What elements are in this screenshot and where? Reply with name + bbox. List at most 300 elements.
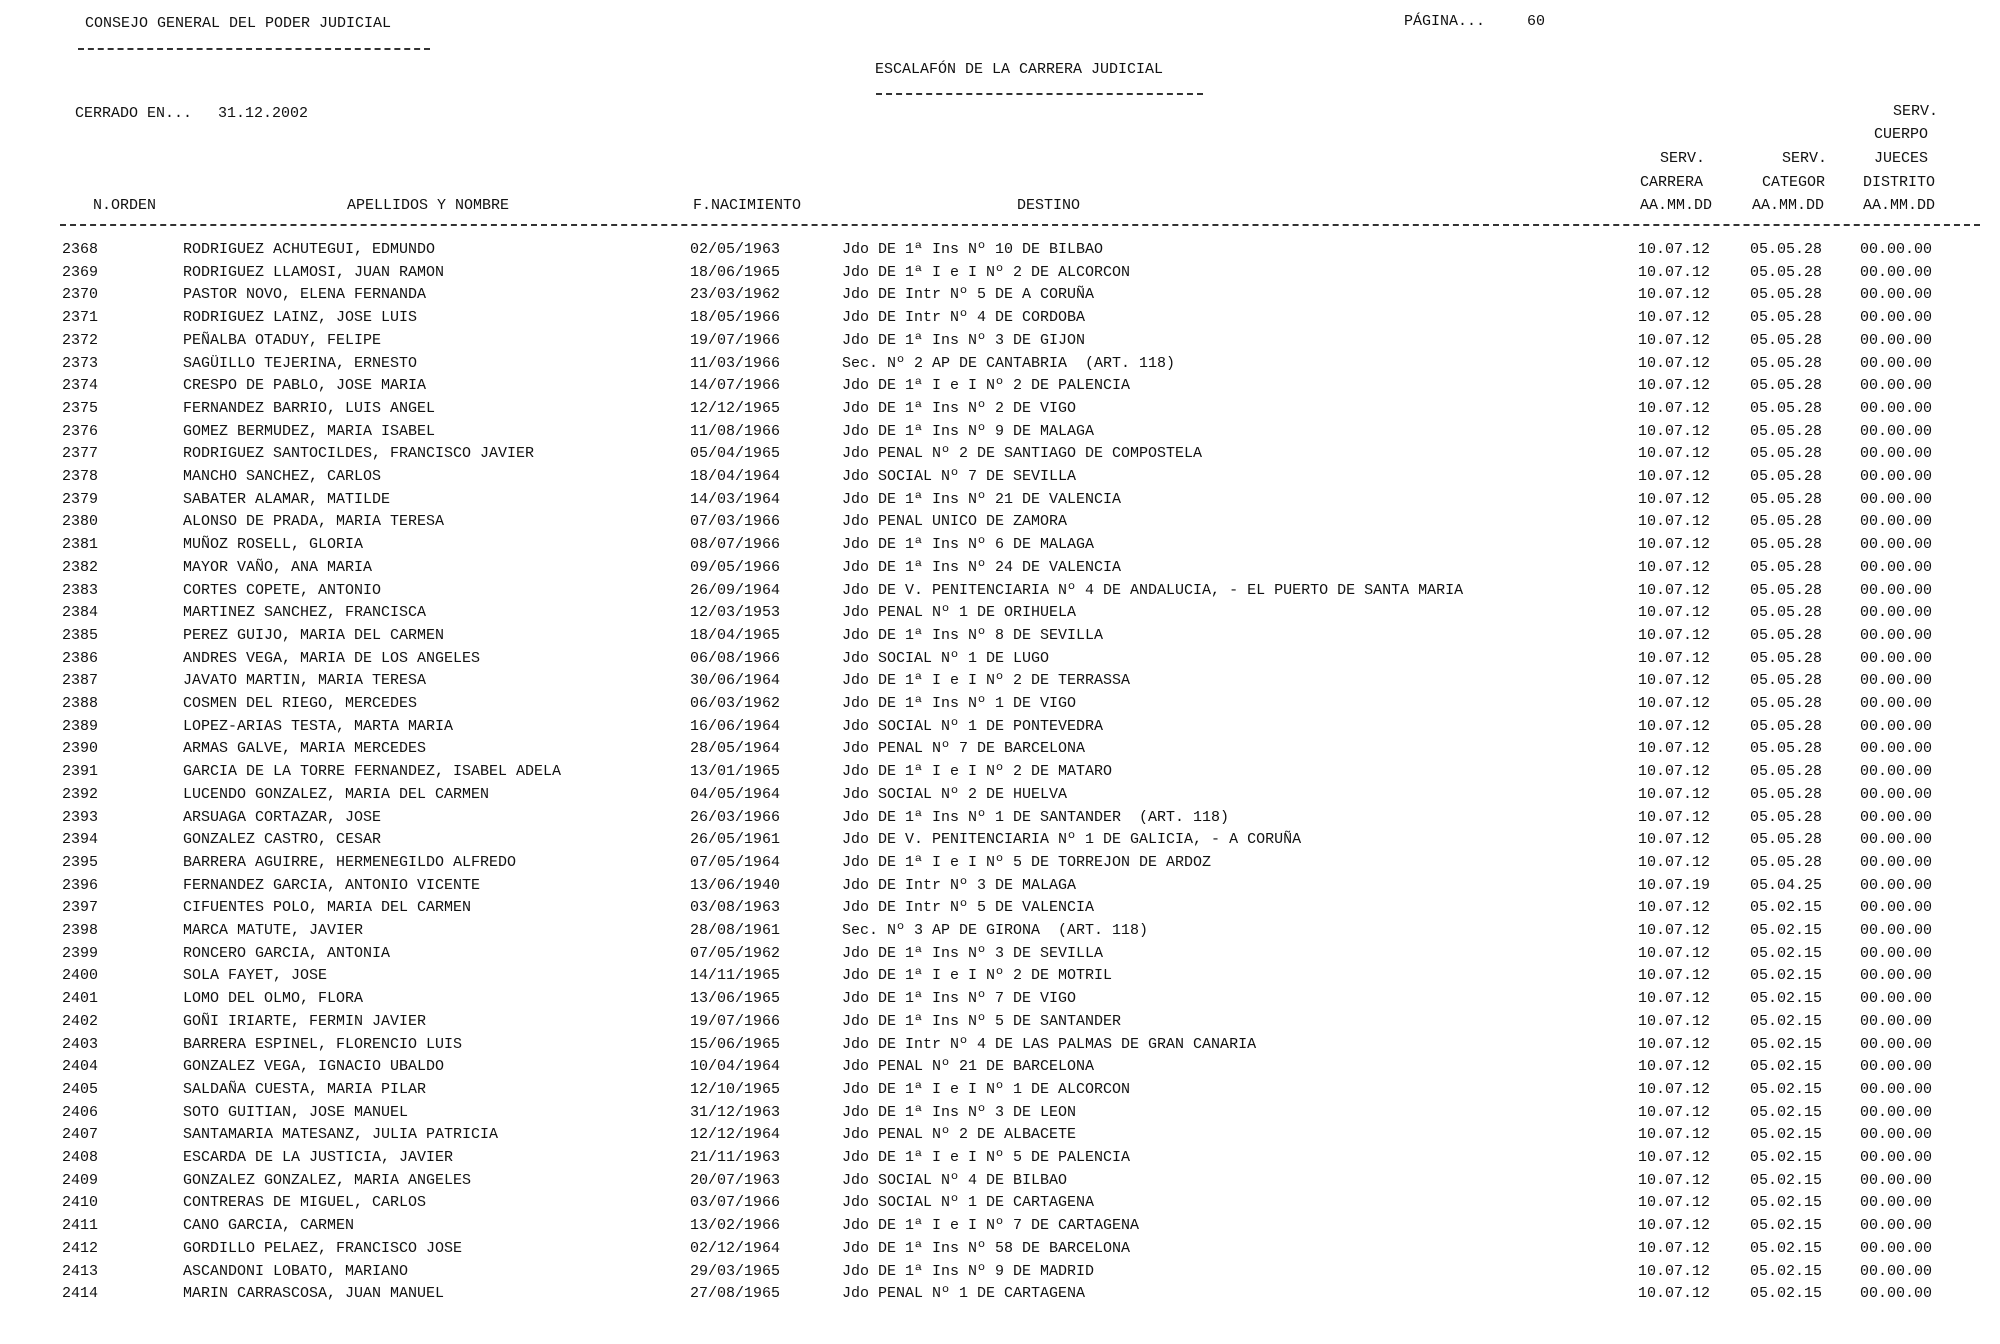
cell-nombre: GONZALEZ GONZALEZ, MARIA ANGELES [183,1171,472,1189]
cell-destino: Sec. Nº 2 AP DE CANTABRIA (ART. 118) [842,354,1176,372]
cell-nacimiento: 05/04/1965 [690,445,781,463]
cell-serv-carrera: 10.07.12 [1638,331,1711,349]
cell-destino: Jdo DE 1ª Ins Nº 5 DE SANTANDER [842,1012,1122,1030]
cell-nombre: LUCENDO GONZALEZ, MARIA DEL CARMEN [183,785,490,803]
page-number: 60 [1527,13,1546,30]
cell-destino: Jdo SOCIAL Nº 1 DE PONTEVEDRA [842,717,1104,735]
cell-serv-distrito: 00.00.00 [1860,944,1933,962]
cell-nacimiento: 26/03/1966 [690,808,781,826]
cell-destino: Jdo DE 1ª I e I Nº 7 DE CARTAGENA [842,1217,1140,1235]
table-row [0,650,2000,672]
cell-serv-categor: 05.05.28 [1750,490,1823,508]
cell-nombre: FERNANDEZ GARCIA, ANTONIO VICENTE [183,876,481,894]
cell-destino: Jdo DE 1ª Ins Nº 1 DE VIGO [842,695,1077,712]
cell-nacimiento: 06/03/1962 [690,695,781,712]
cell-serv-carrera: 10.07.12 [1638,241,1711,258]
cell-serv-categor: 05.05.28 [1750,286,1823,304]
cell-nacimiento: 07/05/1964 [690,853,781,871]
cell-nombre: RODRIGUEZ SANTOCILDES, FRANCISCO JAVIER [183,445,535,463]
cell-destino: Jdo SOCIAL Nº 1 DE CARTAGENA [842,1194,1095,1212]
cell-nacimiento: 12/10/1965 [690,1080,781,1098]
cell-serv-carrera: 10.07.12 [1638,377,1711,395]
cell-destino: Jdo DE Intr Nº 4 DE CORDOBA [842,309,1086,327]
cell-nombre: LOMO DEL OLMO, FLORA [183,990,364,1008]
cell-serv-carrera: 10.07.12 [1638,649,1711,667]
report-title: ESCALAFÓN DE LA CARRERA JUDICIAL [875,61,1164,78]
cell-serv-carrera: 10.07.12 [1638,422,1711,440]
cell-serv-carrera: 10.07.12 [1638,286,1711,304]
cell-serv-carrera: 10.07.12 [1638,740,1711,758]
cell-nacimiento: 18/04/1964 [690,468,781,485]
cell-serv-carrera: 10.07.12 [1638,490,1711,508]
header-divider [60,224,1980,226]
cell-orden: 2396 [62,876,99,894]
cell-nacimiento: 27/08/1965 [690,1285,781,1303]
cell-serv-categor: 05.05.28 [1750,399,1823,417]
cell-serv-distrito: 00.00.00 [1860,853,1933,871]
cell-serv-distrito: 00.00.00 [1860,399,1933,417]
cell-serv-carrera: 10.07.12 [1638,399,1711,417]
table-row [0,332,2000,354]
cell-nombre: SAGÜILLO TEJERINA, ERNESTO [183,354,418,372]
cell-nombre: CRESPO DE PABLO, JOSE MARIA [183,377,427,395]
cell-serv-distrito: 00.00.00 [1860,967,1933,985]
cell-orden: 2382 [62,558,99,576]
cell-nacimiento: 18/05/1966 [690,309,781,327]
cell-nacimiento: 30/06/1964 [690,672,781,690]
cell-serv-carrera: 10.07.12 [1638,695,1711,712]
cell-nacimiento: 29/03/1965 [690,1262,781,1280]
cell-serv-categor: 05.05.28 [1750,740,1823,758]
cell-orden: 2412 [62,1239,99,1257]
cell-serv-categor: 05.02.15 [1750,1058,1823,1076]
cell-nacimiento: 18/06/1965 [690,263,781,281]
cell-nacimiento: 20/07/1963 [690,1171,781,1189]
col-distrito-2: CUERPO [1874,126,1929,143]
cell-serv-categor: 05.05.28 [1750,604,1823,622]
cell-nacimiento: 07/03/1966 [690,513,781,531]
cell-serv-categor: 05.05.28 [1750,536,1823,554]
cell-nacimiento: 14/11/1965 [690,967,781,985]
table-row [0,899,2000,921]
cell-serv-carrera: 10.07.12 [1638,1080,1711,1098]
col-categor-1: SERV. [1782,150,1828,167]
cell-orden: 2368 [62,241,99,258]
cell-serv-carrera: 10.07.12 [1638,1262,1711,1280]
cell-serv-categor: 05.05.28 [1750,695,1823,712]
table-row [0,241,2000,263]
cell-serv-categor: 05.05.28 [1750,626,1823,644]
cell-serv-categor: 05.05.28 [1750,717,1823,735]
table-row [0,922,2000,944]
table-row [0,309,2000,331]
cell-nombre: CORTES COPETE, ANTONIO [183,581,382,599]
col-nacimiento: F.NACIMIENTO [693,197,802,214]
cell-orden: 2387 [62,672,99,690]
cell-nombre: BARRERA AGUIRRE, HERMENEGILDO ALFREDO [183,853,517,871]
table-row [0,468,2000,490]
cell-orden: 2373 [62,354,99,372]
cell-destino: Jdo DE 1ª Ins Nº 2 DE VIGO [842,399,1077,417]
cell-nacimiento: 26/05/1961 [690,831,781,849]
cell-serv-carrera: 10.07.12 [1638,853,1711,871]
cell-destino: Jdo PENAL Nº 2 DE SANTIAGO DE COMPOSTELA [842,445,1203,463]
cell-serv-carrera: 10.07.12 [1638,922,1711,939]
cell-nombre: BARRERA ESPINEL, FLORENCIO LUIS [183,1035,463,1053]
cell-serv-categor: 05.05.28 [1750,331,1823,349]
table-row [0,854,2000,876]
cell-serv-categor: 05.02.15 [1750,967,1823,985]
cell-serv-distrito: 00.00.00 [1860,445,1933,463]
cell-serv-distrito: 00.00.00 [1860,513,1933,531]
cell-serv-distrito: 00.00.00 [1860,1012,1933,1030]
cell-nacimiento: 12/12/1964 [690,1126,781,1144]
cell-serv-distrito: 00.00.00 [1860,490,1933,508]
cell-nombre: RODRIGUEZ LAINZ, JOSE LUIS [183,309,418,327]
cell-serv-distrito: 00.00.00 [1860,1126,1933,1144]
cell-nacimiento: 12/12/1965 [690,399,781,417]
cell-orden: 2385 [62,626,99,644]
cell-orden: 2390 [62,740,99,758]
cell-serv-categor: 05.02.15 [1750,899,1823,917]
cell-nacimiento: 02/12/1964 [690,1239,781,1257]
cell-nombre: RODRIGUEZ ACHUTEGUI, EDMUNDO [183,241,436,258]
cell-serv-carrera: 10.07.12 [1638,1103,1711,1121]
cell-serv-carrera: 10.07.12 [1638,1285,1711,1303]
organization-name: CONSEJO GENERAL DEL PODER JUDICIAL [85,15,392,32]
table-row [0,1104,2000,1126]
cell-serv-categor: 05.02.15 [1750,1262,1823,1280]
table-row [0,695,2000,717]
cell-serv-distrito: 00.00.00 [1860,899,1933,917]
cell-serv-distrito: 00.00.00 [1860,536,1933,554]
cell-serv-carrera: 10.07.12 [1638,1194,1711,1212]
cell-serv-distrito: 00.00.00 [1860,354,1933,372]
cell-orden: 2413 [62,1262,99,1280]
cell-destino: Jdo PENAL Nº 21 DE BARCELONA [842,1058,1095,1076]
cell-serv-distrito: 00.00.00 [1860,785,1933,803]
cell-nombre: MUÑOZ ROSELL, GLORIA [183,536,364,554]
cell-serv-distrito: 00.00.00 [1860,649,1933,667]
cell-nacimiento: 03/08/1963 [690,899,781,917]
cell-nombre: CIFUENTES POLO, MARIA DEL CARMEN [183,899,472,917]
cell-orden: 2399 [62,944,99,962]
cell-serv-distrito: 00.00.00 [1860,831,1933,849]
cell-destino: Jdo DE 1ª Ins Nº 6 DE MALAGA [842,536,1095,554]
cell-serv-distrito: 00.00.00 [1860,695,1933,712]
cell-serv-distrito: 00.00.00 [1860,604,1933,622]
cell-serv-distrito: 00.00.00 [1860,1217,1933,1235]
cell-nacimiento: 14/03/1964 [690,490,781,508]
cell-serv-distrito: 00.00.00 [1860,241,1933,258]
cell-serv-categor: 05.05.28 [1750,468,1823,485]
cell-orden: 2372 [62,331,99,349]
col-carrera-3: AA.MM.DD [1640,197,1713,214]
cell-serv-distrito: 00.00.00 [1860,626,1933,644]
table-row [0,1172,2000,1194]
cell-destino: Jdo DE 1ª Ins Nº 10 DE BILBAO [842,241,1104,258]
cell-destino: Jdo DE 1ª I e I Nº 2 DE TERRASSA [842,672,1131,690]
cell-orden: 2383 [62,581,99,599]
cell-nombre: ALONSO DE PRADA, MARIA TERESA [183,513,445,531]
cell-orden: 2403 [62,1035,99,1053]
cell-serv-carrera: 10.07.12 [1638,808,1711,826]
cell-serv-distrito: 00.00.00 [1860,763,1933,781]
table-row [0,604,2000,626]
table-row [0,809,2000,831]
cell-serv-distrito: 00.00.00 [1860,808,1933,826]
col-carrera-1: SERV. [1660,150,1706,167]
cell-orden: 2374 [62,377,99,395]
cell-nombre: MARIN CARRASCOSA, JUAN MANUEL [183,1285,445,1303]
cell-nacimiento: 15/06/1965 [690,1035,781,1053]
cell-serv-categor: 05.05.28 [1750,785,1823,803]
table-row [0,831,2000,853]
cell-nombre: MARCA MATUTE, JAVIER [183,922,364,939]
cell-orden: 2398 [62,922,99,939]
table-row [0,1217,2000,1239]
cell-nombre: ANDRES VEGA, MARIA DE LOS ANGELES [183,649,481,667]
col-categor-2: CATEGOR [1762,174,1826,191]
cell-serv-carrera: 10.07.12 [1638,672,1711,690]
cell-serv-carrera: 10.07.12 [1638,1149,1711,1166]
cell-serv-distrito: 00.00.00 [1860,468,1933,485]
cell-serv-categor: 05.05.28 [1750,581,1823,599]
cell-orden: 2393 [62,808,99,826]
cell-orden: 2391 [62,763,99,781]
cell-destino: Jdo DE 1ª Ins Nº 1 DE SANTANDER (ART. 118) [842,808,1230,826]
cell-serv-categor: 05.05.28 [1750,831,1823,849]
cell-destino: Sec. Nº 3 AP DE GIRONA (ART. 118) [842,922,1149,939]
cell-serv-distrito: 00.00.00 [1860,1058,1933,1076]
cell-destino: Jdo SOCIAL Nº 2 DE HUELVA [842,785,1068,803]
cell-serv-carrera: 10.07.12 [1638,1171,1711,1189]
cell-orden: 2401 [62,990,99,1008]
cell-serv-carrera: 10.07.12 [1638,468,1711,485]
cell-serv-categor: 05.05.28 [1750,445,1823,463]
table-row [0,1036,2000,1058]
cell-nacimiento: 03/07/1966 [690,1194,781,1212]
cell-nombre: SOLA FAYET, JOSE [183,967,328,985]
cell-nombre: SALDAÑA CUESTA, MARIA PILAR [183,1080,427,1098]
cell-orden: 2377 [62,445,99,463]
cell-serv-distrito: 00.00.00 [1860,309,1933,327]
cell-destino: Jdo DE 1ª I e I Nº 2 DE ALCORCON [842,263,1131,281]
cell-serv-carrera: 10.07.12 [1638,558,1711,576]
table-row [0,1194,2000,1216]
cell-orden: 2370 [62,286,99,304]
cell-nombre: JAVATO MARTIN, MARIA TERESA [183,672,427,690]
cell-orden: 2404 [62,1058,99,1076]
cell-serv-categor: 05.04.25 [1750,876,1823,894]
cell-serv-categor: 05.05.28 [1750,558,1823,576]
cell-destino: Jdo SOCIAL Nº 1 DE LUGO [842,649,1050,667]
table-row [0,1126,2000,1148]
cell-serv-carrera: 10.07.12 [1638,717,1711,735]
table-row [0,990,2000,1012]
cell-nombre: GONZALEZ VEGA, IGNACIO UBALDO [183,1058,445,1076]
cell-serv-categor: 05.05.28 [1750,649,1823,667]
page-label: PÁGINA... [1404,13,1486,30]
cell-serv-carrera: 10.07.12 [1638,626,1711,644]
cell-orden: 2407 [62,1126,99,1144]
col-distrito-4: DISTRITO [1863,174,1936,191]
cell-orden: 2380 [62,513,99,531]
cell-destino: Jdo PENAL Nº 1 DE ORIHUELA [842,604,1077,622]
cell-nombre: FERNANDEZ BARRIO, LUIS ANGEL [183,399,436,417]
cell-nacimiento: 23/03/1962 [690,286,781,304]
cell-serv-carrera: 10.07.12 [1638,1126,1711,1144]
table-row [0,718,2000,740]
cell-serv-distrito: 00.00.00 [1860,286,1933,304]
cell-serv-categor: 05.05.28 [1750,354,1823,372]
table-row [0,582,2000,604]
table-row [0,559,2000,581]
col-distrito-1: SERV. [1893,103,1939,120]
cell-serv-distrito: 00.00.00 [1860,1285,1933,1303]
cell-serv-carrera: 10.07.12 [1638,1058,1711,1076]
table-row [0,1240,2000,1262]
cell-nombre: PEÑALBA OTADUY, FELIPE [183,331,382,349]
table-row [0,786,2000,808]
cell-destino: Jdo DE Intr Nº 4 DE LAS PALMAS DE GRAN CANARIA [842,1035,1257,1053]
cell-nacimiento: 12/03/1953 [690,604,781,622]
cell-nombre: COSMEN DEL RIEGO, MERCEDES [183,695,418,712]
cell-destino: Jdo DE 1ª Ins Nº 9 DE MADRID [842,1262,1095,1280]
cell-serv-categor: 05.05.28 [1750,808,1823,826]
cell-nacimiento: 26/09/1964 [690,581,781,599]
table-row [0,513,2000,535]
cell-orden: 2414 [62,1285,99,1303]
cell-nacimiento: 02/05/1963 [690,241,781,258]
cell-nombre: CANO GARCIA, CARMEN [183,1217,355,1235]
cell-serv-distrito: 00.00.00 [1860,1103,1933,1121]
cell-nacimiento: 11/08/1966 [690,422,781,440]
cell-nacimiento: 04/05/1964 [690,785,781,803]
cell-serv-carrera: 10.07.12 [1638,990,1711,1008]
cell-nacimiento: 13/06/1940 [690,876,781,894]
cell-serv-categor: 05.02.15 [1750,1080,1823,1098]
cell-serv-carrera: 10.07.12 [1638,763,1711,781]
cell-nombre: SANTAMARIA MATESANZ, JULIA PATRICIA [183,1126,499,1144]
cell-nacimiento: 07/05/1962 [690,944,781,962]
cell-destino: Jdo PENAL Nº 2 DE ALBACETE [842,1126,1077,1144]
table-row [0,445,2000,467]
cell-nacimiento: 19/07/1966 [690,331,781,349]
cell-destino: Jdo DE 1ª Ins Nº 3 DE SEVILLA [842,944,1104,962]
cell-nacimiento: 18/04/1965 [690,626,781,644]
cell-nombre: SABATER ALAMAR, MATILDE [183,490,391,508]
cell-nacimiento: 09/05/1966 [690,558,781,576]
table-row [0,1285,2000,1307]
cell-serv-distrito: 00.00.00 [1860,717,1933,735]
table-row [0,1013,2000,1035]
cell-serv-carrera: 10.07.12 [1638,967,1711,985]
cell-destino: Jdo DE 1ª Ins Nº 58 DE BARCELONA [842,1239,1131,1257]
cell-orden: 2410 [62,1194,99,1212]
cell-serv-categor: 05.02.15 [1750,1194,1823,1212]
cell-destino: Jdo DE 1ª Ins Nº 21 DE VALENCIA [842,490,1122,508]
divider [78,48,430,50]
cell-orden: 2381 [62,536,99,554]
cell-serv-carrera: 10.07.12 [1638,831,1711,849]
cell-orden: 2395 [62,853,99,871]
cell-orden: 2369 [62,263,99,281]
cell-orden: 2376 [62,422,99,440]
col-distrito-5: AA.MM.DD [1863,197,1936,214]
cell-orden: 2400 [62,967,99,985]
table-row [0,945,2000,967]
cell-destino: Jdo DE 1ª I e I Nº 2 DE MATARO [842,763,1113,781]
cell-destino: Jdo DE 1ª I e I Nº 5 DE TORREJON DE ARDOZ [842,853,1212,871]
cell-orden: 2379 [62,490,99,508]
cell-nombre: ARSUAGA CORTAZAR, JOSE [183,808,382,826]
cell-destino: Jdo DE 1ª Ins Nº 24 DE VALENCIA [842,558,1122,576]
cell-serv-carrera: 10.07.12 [1638,604,1711,622]
cell-serv-categor: 05.05.28 [1750,422,1823,440]
cell-orden: 2375 [62,399,99,417]
cell-serv-carrera: 10.07.12 [1638,1012,1711,1030]
cell-serv-categor: 05.05.28 [1750,241,1823,258]
cell-orden: 2406 [62,1103,99,1121]
cell-nombre: MANCHO SANCHEZ, CARLOS [183,468,382,485]
cell-serv-distrito: 00.00.00 [1860,922,1933,939]
cell-nombre: SOTO GUITIAN, JOSE MANUEL [183,1103,409,1121]
cell-serv-categor: 05.02.15 [1750,1126,1823,1144]
cell-nacimiento: 21/11/1963 [690,1149,781,1166]
cell-serv-carrera: 10.07.12 [1638,944,1711,962]
cell-serv-categor: 05.05.28 [1750,513,1823,531]
cell-orden: 2371 [62,309,99,327]
cell-serv-categor: 05.02.15 [1750,1239,1823,1257]
cell-nombre: GARCIA DE LA TORRE FERNANDEZ, ISABEL ADELA [183,763,562,781]
cell-destino: Jdo DE V. PENITENCIARIA Nº 1 DE GALICIA, - A CORUÑA [842,831,1302,849]
table-row [0,264,2000,286]
cell-destino: Jdo PENAL Nº 7 DE BARCELONA [842,740,1086,758]
cell-serv-categor: 05.05.28 [1750,377,1823,395]
cell-nacimiento: 31/12/1963 [690,1103,781,1121]
cell-nacimiento: 28/05/1964 [690,740,781,758]
col-nombre: APELLIDOS Y NOMBRE [347,197,510,214]
cell-serv-categor: 05.05.28 [1750,763,1823,781]
table-row [0,536,2000,558]
cell-destino: Jdo DE Intr Nº 3 DE MALAGA [842,876,1077,894]
cell-nacimiento: 13/01/1965 [690,763,781,781]
table-row [0,967,2000,989]
cell-serv-distrito: 00.00.00 [1860,558,1933,576]
cell-nombre: RODRIGUEZ LLAMOSI, JUAN RAMON [183,263,445,281]
cell-serv-categor: 05.02.15 [1750,1103,1823,1121]
cell-destino: Jdo PENAL Nº 1 DE CARTAGENA [842,1285,1086,1303]
table-row [0,1058,2000,1080]
cell-serv-carrera: 10.07.12 [1638,354,1711,372]
table-row [0,672,2000,694]
table-row [0,286,2000,308]
cell-destino: Jdo PENAL UNICO DE ZAMORA [842,513,1068,531]
divider [876,93,1203,95]
table-row [0,1149,2000,1171]
table-row [0,423,2000,445]
col-destino: DESTINO [1017,197,1081,214]
table-row [0,377,2000,399]
cell-serv-distrito: 00.00.00 [1860,1194,1933,1212]
cell-destino: Jdo DE 1ª I e I Nº 1 DE ALCORCON [842,1080,1131,1098]
cell-destino: Jdo DE Intr Nº 5 DE A CORUÑA [842,286,1095,304]
cell-serv-distrito: 00.00.00 [1860,990,1933,1008]
cell-nacimiento: 14/07/1966 [690,377,781,395]
cell-serv-distrito: 00.00.00 [1860,1035,1933,1053]
cell-nombre: PEREZ GUIJO, MARIA DEL CARMEN [183,626,445,644]
